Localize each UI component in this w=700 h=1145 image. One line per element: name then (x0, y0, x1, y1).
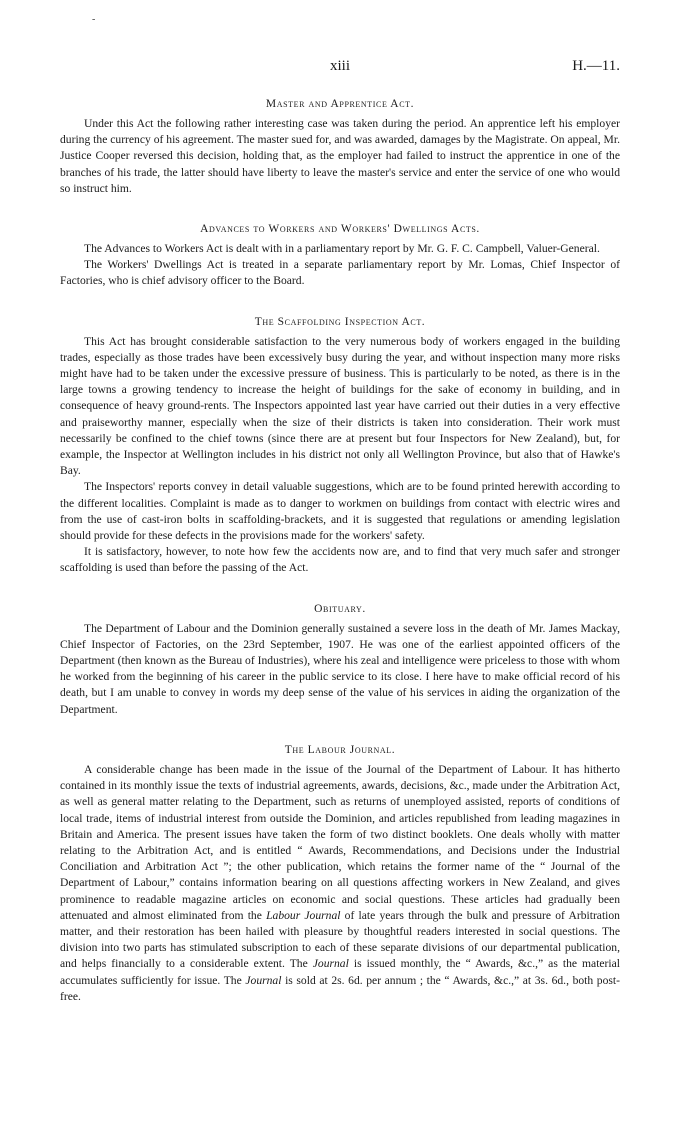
text-run: is sold at 2s. 6d. per annum ; the “ Awards, &c.,” at 3s. 6d., both post-free. (60, 973, 620, 1003)
italic-title: Labour Journal (266, 908, 341, 922)
section-title-labour-journal: The Labour Journal. (284, 743, 396, 756)
italic-title: Journal (312, 957, 349, 971)
paragraph: The Department of Labour and the Dominion generally sustained a severe loss in the death of Mr. James Mackay, Chief Inspector of Factories, on the 23rd September, 1907. He was one of the earliest appointed officers of the Department (then known as the Bureau of Industries), where his zeal and intelligence were priceless to those with whom he worked from the beginning of his career in the public service to its close. I here have to make official record of his death, but I am unable to convey in words my deep sense of the value of his services in aiding the organization of the Department. (60, 621, 620, 716)
italic-title: Journal (245, 973, 282, 987)
paragraph: It is satisfactory, however, to note how few the accidents now are, and to find that very much safer and stronger scaffolding is used than before the passing of the Act. (60, 545, 620, 575)
paragraph: The Inspectors' reports convey in detail valuable suggestions, which are to be found printed herewith according to the different localities. Complaint is made as to danger to workmen on buildings from contact with electric wires and from the use of cast-iron bolts in scaffolding-brackets, and it is suggested that regulations or amending legislation should provide for these defects in the provisions made for the workers' safety. (60, 480, 620, 543)
section-title-master-apprentice: Master and Apprentice Act. (265, 98, 415, 110)
text-run: is issued monthly, the “ Awards, &c.,” as the material accumulates sufficiently for issue. The (60, 957, 621, 987)
page-number: xiii (329, 58, 350, 74)
page-header (60, 58, 620, 78)
paragraph: This Act has brought considerable satisfaction to the very numerous body of workers engaged in the building trades, especially as those trades have been excessively busy during the year, and without inspection many more risks might have had to be taken under the excessive pressure of business. This is particularly to be noted, as there is in the large towns a growing tendency to increase the height of buildings for the sake of economy in building, and in consequence of heavy ground-rents. The Inspectors appointed last year have carried out their duties in a very effective and praiseworthy manner, especially when the size of their districts is taken into consideration. Their work must necessarily be confined to the chief towns (since there are at present but four Inspectors for New Zealand), but, for example, the Inspector at Wellington includes in his district not only all Wellington Province, but also that of Hawke's Bay. (60, 334, 620, 478)
paragraph: The Advances to Workers Act is dealt with in a parliamentary report by Mr. G. F. C. Campbell, Valuer-General. (84, 242, 600, 256)
text-run: A considerable change has been made in the issue of the Journal of the Department of Labour. It has hitherto contained in its monthly issue the texts of industrial agreements, awards, decisions, &c., made under the Arbitration Act, as well as general matter relating to the Department, such as returns of unemployed assisted, reports of conditions of local trade, items of industrial interest from outside the Dominion, and articles republished from leading magazines in Britain and America. The present issues have taken the form of two distinct booklets. One deals wholly with matter relating to the Arbitration Act, and is entitled “ Awards, Recommendations, and Decisions under the Industrial Conciliation and Arbitration Act ”; the other publication, which retains the former name of the “ Journal of the Department of Labour,” contains information bearing on all questions affecting workers in New Zealand, and gives prominence to readable magazine articles on economic and social questions. These articles had gradually been attenuated and almost eliminated from the (60, 762, 620, 922)
paragraph: The Workers' Dwellings Act is treated in a separate parliamentary report by Mr. Lomas, Chief Inspector of Factories, who is chief advisory officer to the Board. (60, 258, 620, 288)
page-body (60, 96, 620, 1005)
section-title-obituary: Obituary. (314, 602, 366, 615)
text-run: of late years through the bulk and pressure of Arbitration matter, and their restoration has been hailed with pleasure by thoughtful readers interested in social questions. The division into two parts has stimulated subscription to each of these separate divisions of our departmental publication, and helps financially to a considerable extent. The (60, 908, 620, 971)
margin-mark: - (92, 14, 96, 25)
section-title-advances: Advances to Workers and Workers' Dwellings Acts. (200, 223, 480, 236)
paragraph-labour-journal (60, 762, 620, 1005)
section-title-scaffolding: The Scaffolding Inspection Act. (254, 315, 426, 328)
paragraph: Under this Act the following rather interesting case was taken during the period. An apprentice left his employer during the currency of his agreement. The master sued for, and was awarded, damages by the Magistrate. On appeal, Mr. Justice Cooper reversed this decision, holding that, as the employer had failed to instruct the apprentice in one of the branches of his trade, the latter should have liberty to leave the master's service and enter the service of one who would so instruct him. (60, 117, 620, 195)
document-reference: H.—11. (572, 58, 620, 74)
